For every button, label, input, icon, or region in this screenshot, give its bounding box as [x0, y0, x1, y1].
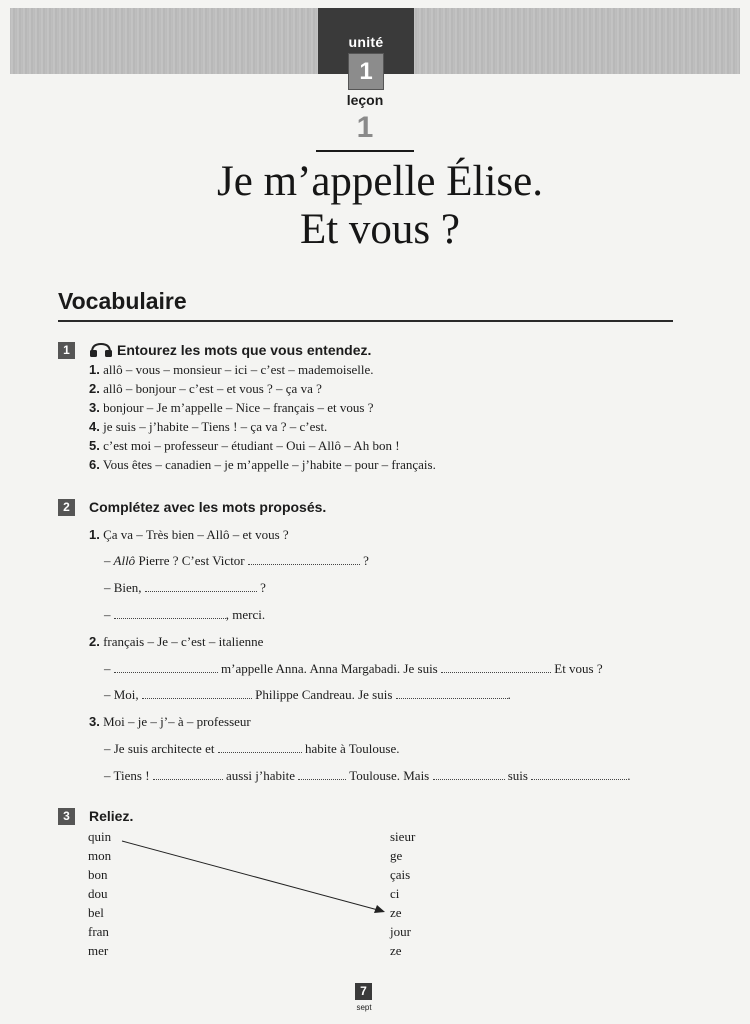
question-1-line-3: – , merci.: [104, 607, 266, 622]
headphones-icon: [89, 343, 113, 357]
blank-field[interactable]: [145, 580, 257, 592]
right-syllable[interactable]: ci: [390, 886, 400, 901]
question-3-line-2: – Tiens ! aussi j’habite Toulouse. Mais suis .: [104, 768, 631, 783]
blank-field[interactable]: [441, 661, 551, 673]
blank-field[interactable]: [298, 768, 346, 780]
question-1-line-2: – Bien, ?: [104, 580, 266, 595]
question-3-words: 3. Moi – je – j’– à – professeur: [89, 714, 251, 729]
blank-field[interactable]: [248, 553, 360, 565]
right-syllable-column: [390, 827, 415, 960]
blank-field[interactable]: [433, 768, 505, 780]
left-syllable[interactable]: fran: [88, 924, 109, 939]
left-syllable[interactable]: bon: [88, 867, 108, 882]
section-divider: [58, 320, 673, 322]
left-syllable-column: [88, 827, 111, 960]
unit-label: unité: [348, 34, 384, 50]
right-syllable[interactable]: sieur: [390, 829, 416, 844]
list-item: 4. je suis – j’habite – Tiens ! – ça va ? – c’est.: [89, 419, 328, 434]
list-item: 1. allô – vous – monsieur – ici – c’est – mademoiselle.: [89, 362, 374, 377]
blank-field[interactable]: [218, 741, 302, 753]
exercise-2-title: Complétez avec les mots proposés.: [89, 499, 327, 515]
title-line-2: Et vous ?: [299, 206, 461, 253]
exercise-1-number: 1: [58, 342, 75, 359]
section-title: Vocabulaire: [58, 288, 187, 314]
exercise-3-number: 3: [58, 808, 75, 825]
left-syllable[interactable]: mer: [88, 943, 109, 958]
title-line-1: Je m’appelle Élise.: [217, 158, 543, 205]
right-syllable[interactable]: jour: [390, 924, 411, 939]
right-syllable[interactable]: çais: [390, 867, 411, 882]
question-1-words: 1. Ça va – Très bien – Allô – et vous ?: [89, 527, 289, 542]
list-item: 3. bonjour – Je m’appelle – Nice – français – et vous ?: [89, 400, 374, 415]
question-2-line-2: – Moi, Philippe Candreau. Je suis .: [104, 687, 511, 702]
lesson-label: leçon: [346, 92, 384, 108]
blank-field[interactable]: [531, 768, 627, 780]
blank-field[interactable]: [114, 607, 226, 619]
blank-field[interactable]: [114, 661, 218, 673]
list-item: 2. allô – bonjour – c’est – et vous ? – ça va ?: [89, 381, 322, 396]
blank-field[interactable]: [396, 687, 508, 699]
page-number-word: sept: [356, 1003, 372, 1012]
question-1-line-1: – Allô Pierre ? C’est Victor ?: [104, 553, 369, 568]
question-2-words: 2. français – Je – c’est – italienne: [89, 634, 264, 649]
question-3-line-1: – Je suis architecte et habite à Toulouse.: [104, 741, 400, 756]
page-title: [90, 158, 670, 254]
right-syllable[interactable]: ze: [390, 943, 402, 958]
page-number: 7: [355, 983, 372, 1000]
left-syllable[interactable]: quin: [88, 829, 112, 844]
left-syllable[interactable]: bel: [88, 905, 104, 920]
lesson-divider: [316, 150, 414, 152]
exercise-3-title: Reliez.: [89, 808, 134, 824]
unit-number: 1: [348, 53, 384, 90]
left-syllable[interactable]: mon: [88, 848, 112, 863]
lesson-number: 1: [356, 111, 374, 144]
list-item: 6. Vous êtes – canadien – je m’appelle – j’habite – pour – français.: [89, 457, 436, 472]
right-syllable[interactable]: ze: [390, 905, 402, 920]
exercise-1-title: Entourez les mots que vous entendez.: [117, 342, 372, 358]
blank-field[interactable]: [153, 768, 223, 780]
list-item: 5. c’est moi – professeur – étudiant – Oui – Allô – Ah bon !: [89, 438, 400, 453]
right-syllable[interactable]: ge: [390, 848, 403, 863]
blank-field[interactable]: [142, 687, 252, 699]
left-syllable[interactable]: dou: [88, 886, 108, 901]
exercise-2-number: 2: [58, 499, 75, 516]
question-2-line-1: – m’appelle Anna. Anna Margabadi. Je suis Et vous ?: [104, 661, 603, 676]
